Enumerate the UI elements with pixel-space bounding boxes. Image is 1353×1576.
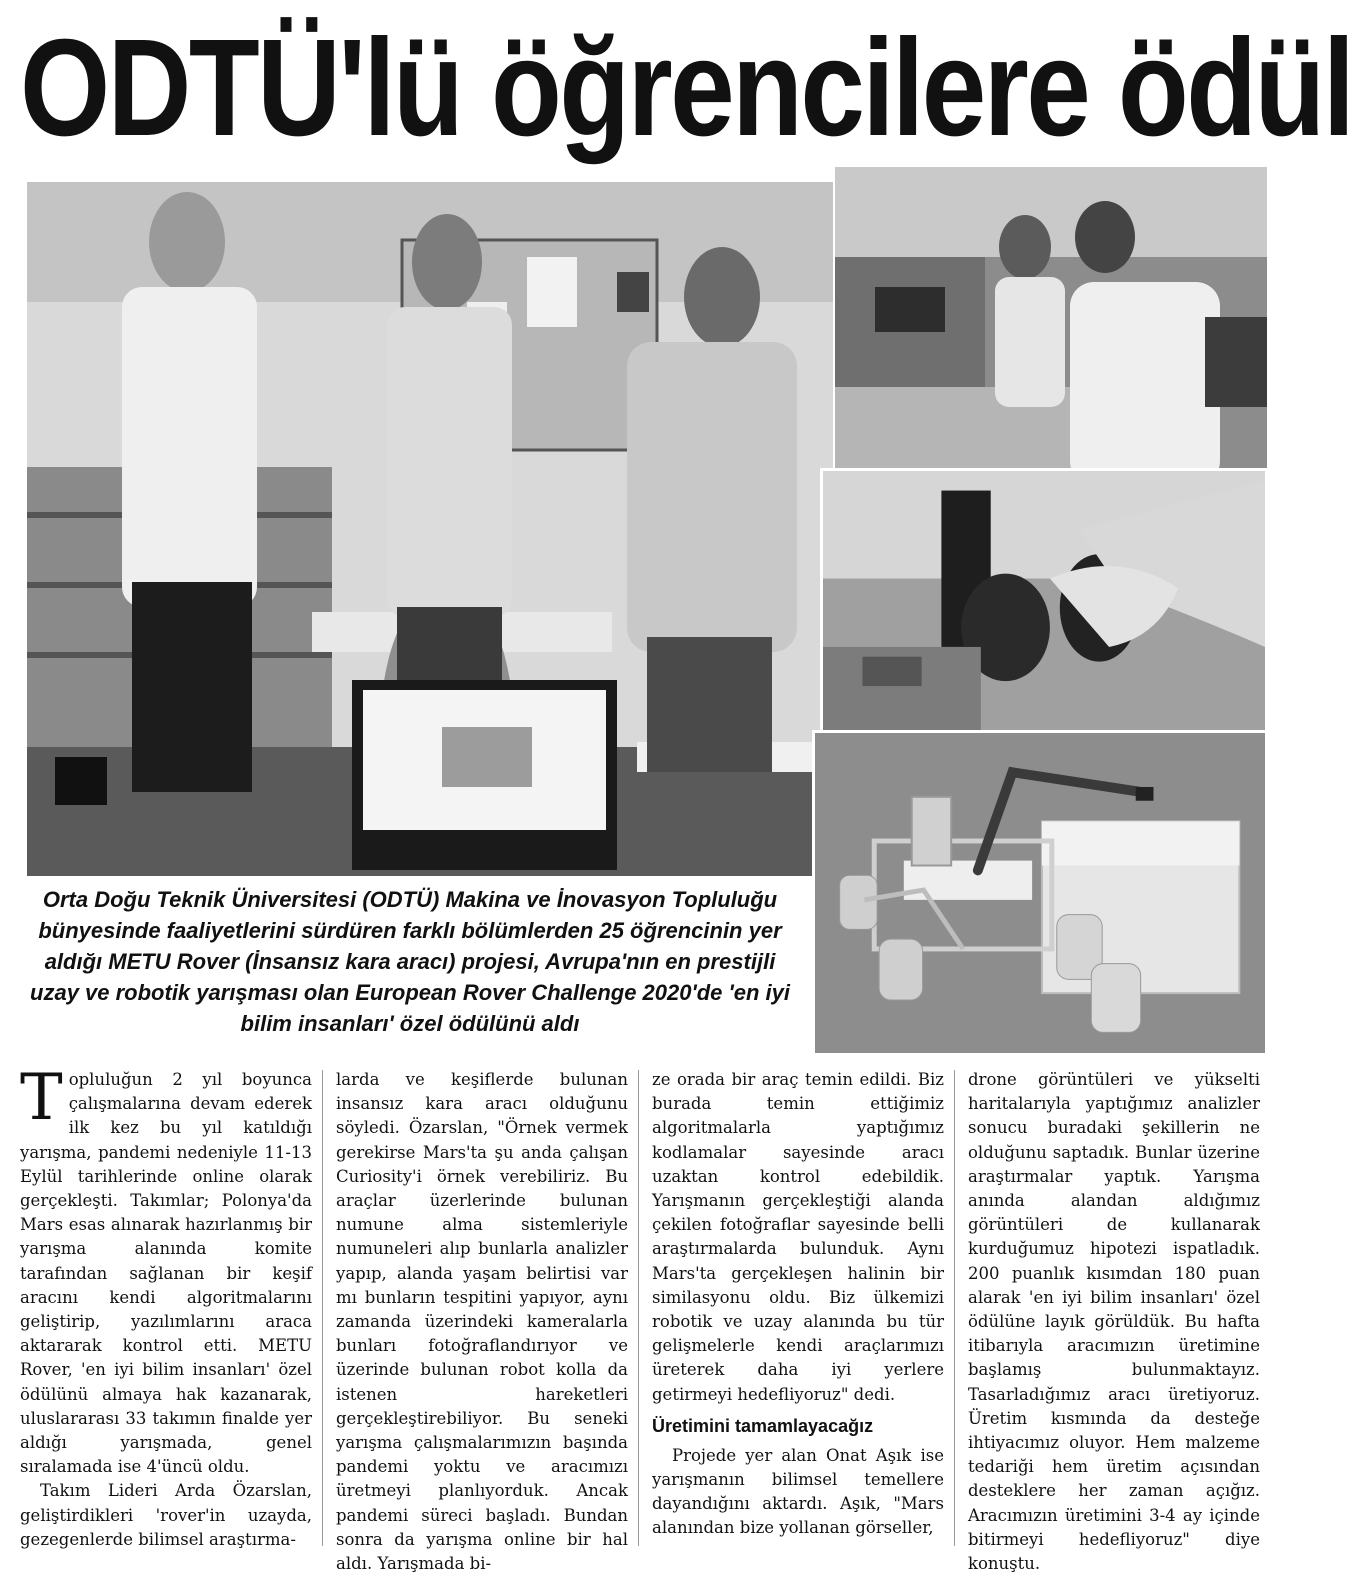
article-column-4	[968, 1068, 1260, 1576]
headline: ODTÜ'lü öğrencilere ödül	[20, 11, 1353, 165]
article-column-1	[20, 1061, 312, 1552]
paragraph: Projede yer alan Onat Aşık ise yarışmanın bilimsel temellere dayandığını aktardı. Aşık, "Mars alanından bize yollanan görseller,	[652, 1445, 944, 1538]
drop-cap: T	[20, 1061, 63, 1135]
paragraph: larda ve keşiflerde bulunan insansız kara aracı olduğunu söyledi. Özarslan, "Örnek vermek gerekirse Mars'ta şu anda çalışan Curiosity'i örnek verebiliriz. Bu araçlar üzerlerinde bulunan numune alma sistemleriyle numuneleri alıp bunlarla analizler yapıp, alanda yaşam belirtisi var mı bunların tespitini yapıyor, aynı zamanda üzerindeki kameralarla bunları fotoğraflandırıyor ve üzerinde bulunan robot kolla da istenen hareketleri gerçekleştirebiliyor. Bu seneki yarışma çalışmalarımızın başında pandemi yoktu ve aracımızı üretmeyi planlıyorduk. Ancak pandemi süreci başladı. Bundan sonra da yarışma online bir hal aldı. Yarışmada bi-	[336, 1070, 628, 1574]
column-rule	[638, 1070, 639, 1546]
subheading: Üretimini tamamlayacağız	[652, 1415, 874, 1436]
paragraph: drone görüntüleri ve yükselti haritalarıyla yaptığımız analizler sonucu buradaki şekillerin ne olduğunu saptadık. Bunlar üzerine araştırmalar yaptık. Yarışma anında alandan aldığımız görüntüleri de kullanarak kurduğumuz hipotezi ispatladık. 200 puanlık kısımdan 180 puan alarak 'en iyi bilim insanları' özel ödülüne layık görüldük. Bu hafta itibarıyla aracımızın üretimine başlamış bulunmaktayız. Tasarladığımız aracı üretiyoruz. Üretim kısmında da desteğe ihtiyacımız oluyor. Hem malzeme tedariği hem üretim açısından desteklere her zaman açığız. Aracımızın üretimini 3-4 ay içinde bitirmeyi hedefliyoruz" diye konuştu.	[968, 1070, 1260, 1574]
team-photo	[27, 182, 833, 876]
column-rule	[954, 1070, 955, 1546]
rover-render	[812, 730, 1268, 1056]
paragraph: ze orada bir araç temin edildi. Biz burada temin ettiğimiz algoritmalarla yaptığımız kodlamalar sayesinde aracı uzaktan kontrol edebildik. Yarışmanın gerçekleştiği alanda çekilen fotoğraflar sayesinde belli araştırmalarda bulunduk. Aynı Mars'ta gerçekleşen halinin bir similasyonu oldu. Biz ülkemizi robotik ve uzay alanında bu tür gelişmelerle kendi araçlarımızı üreterek daha iyi yerlere getirmeyi hedefliyoruz" dedi.	[652, 1070, 944, 1404]
column-rule	[322, 1070, 323, 1546]
paragraph	[20, 1061, 312, 1479]
paragraph: Takım Lideri Arda Özarslan, geliştirdikleri 'rover'in uzayda, gezegenlerde bilimsel araştırma-	[20, 1481, 312, 1549]
assembly-photo	[820, 468, 1268, 734]
paragraph-text: opluluğun 2 yıl boyunca çalışmalarına devam ederek ilk kez bu yıl katıldığı yarışma, pandemi nedeniyle 11-13 Eylül tarihlerinde online olarak gerçekleşti. Takımlar; Polonya'da Mars esas alınarak hazırlanmış bir yarışma alanında komite tarafından sağlanan bir keşif aracını kendi algoritmalarını geliştirip, yazılımlarını araca aktararak kontrol etti. METU Rover, 'en iyi bilim insanları' özel ödülünü almaya hak kazanarak, uluslararası 33 takımın finalde yer aldığı yarışmada, genel sıralamada ise 4'üncü oldu.	[20, 1070, 312, 1477]
article-column-3	[652, 1068, 944, 1541]
article-column-2	[336, 1068, 628, 1576]
workshop-photo	[835, 167, 1267, 485]
lead-paragraph: Orta Doğu Teknik Üniversitesi (ODTÜ) Makina ve İnovasyon Topluluğu bünyesinde faaliyetlerini sürdüren farklı bölümlerden 25 öğrencinin yer aldığı METU Rover (İnsansız kara aracı) projesi, Avrupa'nın en prestijli uzay ve robotik yarışması olan European Rover Challenge 2020'de 'en iyi bilim insanları' özel ödülünü aldı	[30, 887, 790, 1036]
